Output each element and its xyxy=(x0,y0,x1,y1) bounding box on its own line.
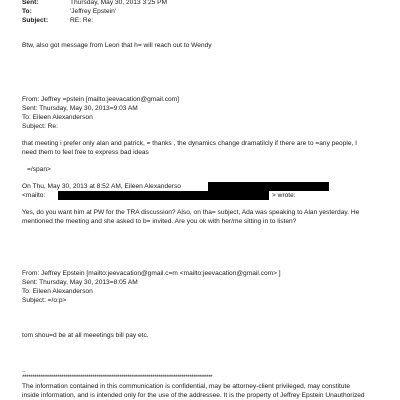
footer-separator: ******************************************************************************************** xyxy=(22,374,213,381)
msg1-to: To: Eileen Alexanderson xyxy=(22,114,93,121)
sent-label: Sent: xyxy=(22,0,39,6)
msg2-body-line2: mentioned the meeting and she asked to b= invited. Are you ok with her/me sitting in to listen? xyxy=(22,217,297,225)
msg2-body-line1: Yes, do you want him at PW for the TRA discussion? Also, on tha= subject, Ada was speaking to Alan yesterday. He xyxy=(22,209,360,216)
to-value: 'Jeffrey Epstein' xyxy=(70,8,117,15)
msg1-body-line2: need them to feel free to express bad ideas xyxy=(22,148,149,156)
disclaimer-line1: The information contained in this communication is confidential, may be attorney-client privileged, may constitute xyxy=(22,383,351,390)
msg3-to: To: Eileen Alexanderson xyxy=(22,288,93,295)
footer-dots: .. xyxy=(22,367,26,374)
intro-text: Btw, also got message from Leon that h= will reach out to Wendy xyxy=(22,42,212,49)
msg1-sent: Sent: Thursday, May 30, 2013=9:03 AM xyxy=(22,105,138,112)
msg1-from: From: Jeffrey =pstein [mailto:jeevacation@gmail.com] xyxy=(22,96,180,103)
msg2-on-line: On Thu, May 30, 2013 at 8:52 AM, Eileen Alexanderso xyxy=(22,183,181,190)
msg1-subject: Subject: Re: xyxy=(22,123,58,130)
msg2-wrote: > wrote: xyxy=(272,192,296,199)
header-sent-row xyxy=(22,0,167,8)
msg3-sent: Sent: Thursday, May 30, 2013=8:05 AM xyxy=(22,279,138,286)
redaction-box-email-2 xyxy=(58,191,269,200)
subject-label: Subject: xyxy=(22,17,49,24)
header-to-row xyxy=(22,8,116,17)
redaction-box-email-1 xyxy=(208,182,329,191)
msg1-body-line1: that meeting i prefer only alan and patrick, = thanks , the dynamics change dramatilcly if there are to =any people, I xyxy=(22,140,358,147)
header-subject-row xyxy=(22,17,93,26)
msg2-mailto: <mailto: xyxy=(22,192,46,199)
sent-value: Thursday, May 30, 2013 3:25 PM xyxy=(70,0,168,6)
msg3-subject: Subject: =/o:p> xyxy=(22,297,67,304)
msg3-from: From: Jeffrey Epstein [mailto:jeevacation@gmail.c=m <mailto:jeevacation@gmail.com> ] xyxy=(22,270,281,277)
msg2-body xyxy=(22,209,382,226)
msg3-body: tom shou=d be at all meeetings bill pay etc. xyxy=(22,332,149,339)
msg1-span-text: =/span> xyxy=(27,166,51,173)
to-label: To: xyxy=(22,8,32,15)
disclaimer-text xyxy=(22,383,382,400)
disclaimer-line2: inside information, and is intended only for the use of the addressee. It is the property of Jeffrey Epstein Unauthorized xyxy=(22,391,365,399)
subject-value: RE: Re: xyxy=(70,17,94,24)
msg1-body xyxy=(22,140,382,157)
